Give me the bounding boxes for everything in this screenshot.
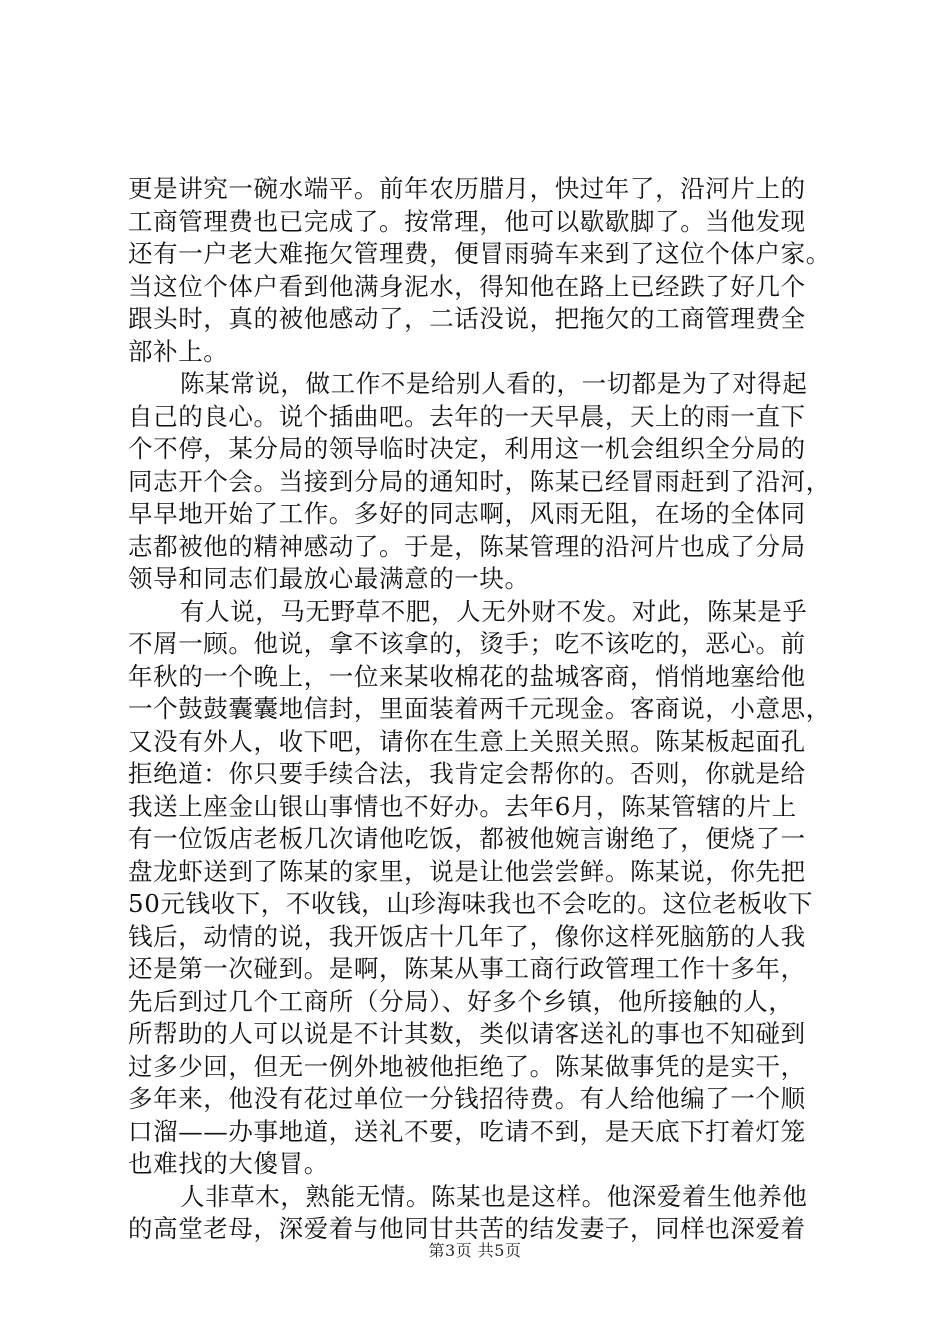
text-line: 50元钱收下，不收钱，山珍海味我也不会吃的。这位老板收下 [128,889,813,918]
text-line: 钱后，动情的说，我开饭店十几年了，像你这样死脑筋的人我 [128,921,806,951]
text-line: 工商管理费也已完成了。按常理，他可以歇歇脚了。当他发现 [128,206,806,236]
text-line: 也难找的大傻冒。 [128,1149,329,1178]
document-body [128,173,838,1246]
text-line: 口溜——办事地道，送礼不要，吃请不到，是天底下打着灯笼 [128,1116,806,1146]
text-line: 盘龙虾送到了陈某的家里，说是让他尝尝鲜。陈某说，你先把 [128,856,806,886]
text-line: 我送上座金山银山事情也不好办。去年6月，陈某管辖的片上 [128,791,797,821]
text-line: 陈某常说，做工作不是给别人看的，一切都是为了对得起 [180,369,808,398]
text-line: 当这位个体户看到他满身泥水，得知他在路上已经跌了好几个 [128,271,806,301]
text-line: 早早地开始了工作。多好的同志啊，风雨无阻，在场的全体同 [128,499,806,528]
text-line: 拒绝道：你只要手续合法，我肯定会帮你的。否则，你就是给 [128,759,806,788]
text-line: 多年来，他没有花过单位一分钱招待费。有人给他编了一个顺 [128,1084,806,1113]
text-line: 更是讲究一碗水端平。前年农历腊月，快过年了，沿河片上的 [128,174,806,203]
text-line: 有人说，马无野草不肥，人无外财不发。对此，陈某是乎 [180,596,808,626]
text-line: 过多少回，但无一例外地被他拒绝了。陈某做事凭的是实干， [128,1051,806,1081]
text-line: 人非草木，熟能无情。陈某也是这样。他深爱着生他养他 [180,1181,808,1211]
page-footer: 第3页 共5页 [428,1241,522,1260]
text-line: 有一位饭店老板几次请他吃饭，都被他婉言谢绝了，便烧了一 [128,824,806,853]
text-line: 又没有外人，收下吧，请你在生意上关照关照。陈某板起面孔 [128,726,806,756]
text-line: 自己的良心。说个插曲吧。去年的一天早晨，天上的雨一直下 [128,401,806,431]
text-line: 年秋的一个晚上，一位来某收棉花的盐城客商，悄悄地塞给他 [128,661,806,691]
text-line: 志都被他的精神感动了。于是，陈某管理的沿河片也成了分局 [128,531,806,561]
text-line: 的高堂老母，深爱着与他同甘共苦的结发妻子，同样也深爱着 [128,1214,806,1243]
text-line: 所帮助的人可以说是不计其数，类似请客送礼的事也不知碰到 [128,1019,806,1048]
text-line: 还是第一次碰到。是啊，陈某从事工商行政管理工作十多年， [128,954,806,983]
text-line: 同志开个会。当接到分局的通知时，陈某已经冒雨赶到了沿河， [128,466,831,496]
text-line: 一个鼓鼓囊囊地信封，里面装着两千元现金。客商说，小意思， [128,694,831,723]
text-line: 先后到过几个工商所（分局）、好多个乡镇，他所接触的人， [128,986,794,1016]
text-line: 不屑一顾。他说，拿不该拿的，烫手；吃不该吃的，恶心。前 [128,629,806,658]
text-line: 领导和同志们最放心最满意的一块。 [128,564,530,593]
text-line: 还有一户老大难拖欠管理费，便冒雨骑车来到了这位个体户家。 [128,239,831,268]
text-line: 部补上。 [128,336,229,366]
text-line: 个不停，某分局的领导临时决定，利用这一机会组织全分局的 [128,434,806,463]
text-line: 跟头时，真的被他感动了，二话没说，把拖欠的工商管理费全 [128,304,806,333]
